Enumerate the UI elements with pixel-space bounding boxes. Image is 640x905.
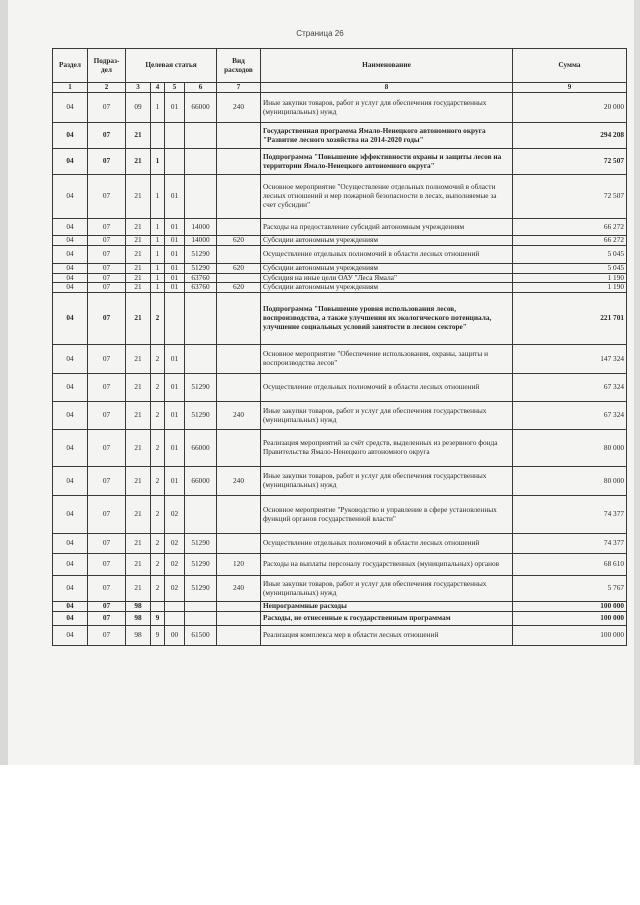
cell-name: Осуществление отдельных полномочий в области лесных отношений (261, 534, 513, 554)
table-row (53, 576, 627, 602)
cell-name: Реализация комплекса мер в области лесных отношений (261, 625, 513, 645)
cell-program: 21 (126, 293, 151, 345)
cell-sum: 66 272 (513, 219, 627, 236)
cell-subprogram: 1 (151, 263, 165, 273)
page-label: Страница 26 (296, 29, 344, 38)
table-row (53, 496, 627, 534)
cell-razdel: 04 (53, 345, 88, 374)
cell-event: 00 (165, 625, 185, 645)
cell-razdel: 04 (53, 402, 88, 430)
table-row (53, 554, 627, 576)
cell-sum: 20 000 (513, 93, 627, 123)
cell-program: 21 (126, 430, 151, 467)
cell-name: Иные закупки товаров, работ и услуг для обеспечения государственных (муниципальных) нужд (261, 576, 513, 602)
header-razdel: Раздел (53, 49, 88, 83)
table-row (53, 283, 627, 293)
table-row (53, 219, 627, 236)
cell-podrazdel: 07 (88, 283, 126, 293)
cell-name: Расходы на предоставление субсидий автономным учреждениям (261, 219, 513, 236)
cell-vid-raskhodov (217, 273, 261, 283)
cell-program: 21 (126, 374, 151, 402)
cell-direction: 14000 (185, 219, 217, 236)
cell-subprogram: 9 (151, 625, 165, 645)
cell-direction: 14000 (185, 236, 217, 246)
cell-razdel: 04 (53, 273, 88, 283)
cell-name: Основное мероприятие "Обеспечение использования, охраны, защиты и воспроизводства лесов" (261, 345, 513, 374)
cell-name: Иные закупки товаров, работ и услуг для обеспечения государственных (муниципальных) нужд (261, 93, 513, 123)
column-number: 4 (151, 83, 165, 93)
cell-event: 01 (165, 175, 185, 219)
cell-vid-raskhodov (217, 496, 261, 534)
cell-direction: 63760 (185, 283, 217, 293)
cell-direction: 51290 (185, 263, 217, 273)
cell-program: 21 (126, 345, 151, 374)
cell-podrazdel: 07 (88, 263, 126, 273)
cell-event: 02 (165, 554, 185, 576)
cell-event: 01 (165, 273, 185, 283)
cell-sum: 221 701 (513, 293, 627, 345)
cell-sum: 5 045 (513, 263, 627, 273)
cell-name: Субсидии автономным учреждениям (261, 236, 513, 246)
cell-name: Непрограммные расходы (261, 602, 513, 612)
cell-program: 21 (126, 273, 151, 283)
cell-podrazdel: 07 (88, 602, 126, 612)
cell-event: 01 (165, 219, 185, 236)
cell-program: 21 (126, 402, 151, 430)
cell-subprogram: 2 (151, 554, 165, 576)
cell-razdel: 04 (53, 611, 88, 625)
cell-podrazdel: 07 (88, 534, 126, 554)
cell-subprogram: 2 (151, 576, 165, 602)
cell-name: Подпрограмма "Повышение эффективности охраны и защиты лесов на территории Ямало-Ненецкого автономного округа" (261, 149, 513, 175)
cell-vid-raskhodov (217, 149, 261, 175)
cell-razdel: 04 (53, 219, 88, 236)
header-row (53, 49, 627, 83)
cell-program: 21 (126, 149, 151, 175)
table-row (53, 236, 627, 246)
cell-program: 98 (126, 625, 151, 645)
cell-name: Субсидии автономным учреждениям (261, 263, 513, 273)
cell-podrazdel: 07 (88, 93, 126, 123)
cell-event (165, 611, 185, 625)
cell-subprogram: 1 (151, 283, 165, 293)
cell-program: 21 (126, 123, 151, 149)
cell-program: 21 (126, 219, 151, 236)
header-summa: Сумма (513, 49, 627, 83)
cell-podrazdel: 07 (88, 576, 126, 602)
cell-subprogram: 1 (151, 236, 165, 246)
cell-name: Субсидия на иные цели ОАУ "Леса Ямала" (261, 273, 513, 283)
cell-podrazdel: 07 (88, 123, 126, 149)
cell-vid-raskhodov: 120 (217, 554, 261, 576)
cell-direction (185, 123, 217, 149)
cell-vid-raskhodov: 620 (217, 236, 261, 246)
cell-subprogram: 2 (151, 293, 165, 345)
cell-direction: 66000 (185, 430, 217, 467)
cell-vid-raskhodov: 620 (217, 283, 261, 293)
table-row (53, 293, 627, 345)
cell-razdel: 04 (53, 430, 88, 467)
cell-program: 21 (126, 283, 151, 293)
cell-subprogram: 2 (151, 496, 165, 534)
column-number: 5 (165, 83, 185, 93)
table-row (53, 273, 627, 283)
cell-name: Расходы, не отнесенные к государственным программам (261, 611, 513, 625)
cell-direction (185, 293, 217, 345)
cell-sum: 74 377 (513, 496, 627, 534)
cell-vid-raskhodov (217, 175, 261, 219)
cell-podrazdel: 07 (88, 273, 126, 283)
cell-razdel: 04 (53, 602, 88, 612)
cell-podrazdel: 07 (88, 293, 126, 345)
cell-name: Основное мероприятие "Руководство и управление в сфере установленных функций органов государственной власти" (261, 496, 513, 534)
cell-event: 01 (165, 374, 185, 402)
scan-left-edge (0, 0, 8, 765)
cell-direction: 51290 (185, 374, 217, 402)
cell-direction: 63760 (185, 273, 217, 283)
table-row (53, 123, 627, 149)
cell-podrazdel: 07 (88, 149, 126, 175)
table-row (53, 467, 627, 496)
cell-sum: 100 000 (513, 625, 627, 645)
cell-name: Иные закупки товаров, работ и услуг для обеспечения государственных (муниципальных) нужд (261, 402, 513, 430)
table-row (53, 374, 627, 402)
cell-vid-raskhodov: 240 (217, 576, 261, 602)
cell-subprogram: 1 (151, 219, 165, 236)
cell-razdel: 04 (53, 496, 88, 534)
cell-podrazdel: 07 (88, 467, 126, 496)
cell-razdel: 04 (53, 283, 88, 293)
cell-name: Основное мероприятие "Осуществление отдельных полномочий в области лесных отношений и мер пожарной безопасности в лесах, выполняемые за счет субсидии" (261, 175, 513, 219)
cell-direction (185, 611, 217, 625)
cell-subprogram: 1 (151, 245, 165, 263)
budget-table (52, 48, 627, 646)
table-row (53, 345, 627, 374)
cell-razdel: 04 (53, 534, 88, 554)
cell-razdel: 04 (53, 245, 88, 263)
cell-direction: 51290 (185, 402, 217, 430)
cell-razdel: 04 (53, 123, 88, 149)
cell-program: 98 (126, 611, 151, 625)
table-row (53, 534, 627, 554)
cell-event: 01 (165, 467, 185, 496)
cell-subprogram (151, 123, 165, 149)
cell-event: 01 (165, 283, 185, 293)
cell-sum: 66 272 (513, 236, 627, 246)
table-row (53, 402, 627, 430)
cell-event: 01 (165, 245, 185, 263)
cell-vid-raskhodov (217, 374, 261, 402)
cell-vid-raskhodov: 240 (217, 467, 261, 496)
cell-program: 09 (126, 93, 151, 123)
cell-subprogram: 2 (151, 467, 165, 496)
cell-sum: 100 000 (513, 602, 627, 612)
cell-program: 21 (126, 534, 151, 554)
cell-podrazdel: 07 (88, 245, 126, 263)
scan-right-edge (634, 0, 640, 765)
cell-subprogram: 1 (151, 175, 165, 219)
cell-razdel: 04 (53, 374, 88, 402)
cell-podrazdel: 07 (88, 496, 126, 534)
cell-podrazdel: 07 (88, 345, 126, 374)
cell-program: 98 (126, 602, 151, 612)
cell-direction (185, 175, 217, 219)
cell-subprogram: 2 (151, 402, 165, 430)
column-number: 7 (217, 83, 261, 93)
column-number: 3 (126, 83, 151, 93)
cell-sum: 68 610 (513, 554, 627, 576)
cell-sum: 74 377 (513, 534, 627, 554)
cell-subprogram: 2 (151, 374, 165, 402)
table-row (53, 611, 627, 625)
cell-razdel: 04 (53, 93, 88, 123)
cell-name: Осуществление отдельных полномочий в области лесных отношений (261, 374, 513, 402)
column-number: 8 (261, 83, 513, 93)
cell-subprogram: 2 (151, 345, 165, 374)
cell-subprogram: 1 (151, 149, 165, 175)
cell-name: Субсидии автономным учреждениям (261, 283, 513, 293)
cell-vid-raskhodov (217, 219, 261, 236)
cell-direction: 51290 (185, 534, 217, 554)
cell-program: 21 (126, 263, 151, 273)
column-number-row (53, 83, 627, 93)
cell-sum: 80 000 (513, 430, 627, 467)
table-row (53, 175, 627, 219)
cell-direction (185, 496, 217, 534)
cell-event: 01 (165, 345, 185, 374)
cell-vid-raskhodov (217, 602, 261, 612)
table-row (53, 602, 627, 612)
cell-program: 21 (126, 236, 151, 246)
cell-vid-raskhodov (217, 534, 261, 554)
cell-event: 02 (165, 496, 185, 534)
cell-sum: 80 000 (513, 467, 627, 496)
cell-sum: 72 507 (513, 175, 627, 219)
table-row (53, 625, 627, 645)
cell-sum: 1 190 (513, 273, 627, 283)
column-number: 6 (185, 83, 217, 93)
cell-podrazdel: 07 (88, 554, 126, 576)
header-naimenovanie: Наименование (261, 49, 513, 83)
cell-razdel: 04 (53, 263, 88, 273)
cell-event: 01 (165, 263, 185, 273)
cell-program: 21 (126, 245, 151, 263)
cell-razdel: 04 (53, 149, 88, 175)
table-row (53, 93, 627, 123)
cell-vid-raskhodov (217, 245, 261, 263)
cell-vid-raskhodov: 620 (217, 263, 261, 273)
cell-event: 02 (165, 576, 185, 602)
cell-event: 01 (165, 236, 185, 246)
cell-direction: 51290 (185, 554, 217, 576)
cell-event: 02 (165, 534, 185, 554)
table-row (53, 245, 627, 263)
cell-subprogram: 9 (151, 611, 165, 625)
cell-razdel: 04 (53, 625, 88, 645)
cell-event (165, 293, 185, 345)
header-podrazdel: Подраз-дел (88, 49, 126, 83)
table-row (53, 430, 627, 467)
cell-sum: 294 208 (513, 123, 627, 149)
table-row (53, 149, 627, 175)
cell-direction (185, 602, 217, 612)
cell-podrazdel: 07 (88, 374, 126, 402)
cell-podrazdel: 07 (88, 402, 126, 430)
cell-event (165, 123, 185, 149)
cell-podrazdel: 07 (88, 611, 126, 625)
cell-direction: 61500 (185, 625, 217, 645)
cell-podrazdel: 07 (88, 219, 126, 236)
cell-subprogram: 1 (151, 93, 165, 123)
cell-razdel: 04 (53, 293, 88, 345)
cell-name: Осуществление отдельных полномочий в области лесных отношений (261, 245, 513, 263)
cell-vid-raskhodov: 240 (217, 402, 261, 430)
cell-event: 01 (165, 402, 185, 430)
column-number: 2 (88, 83, 126, 93)
cell-program: 21 (126, 496, 151, 534)
cell-event (165, 149, 185, 175)
cell-subprogram: 2 (151, 534, 165, 554)
column-number: 9 (513, 83, 627, 93)
header-vid-raskhodov: Вид расходов (217, 49, 261, 83)
cell-event: 01 (165, 93, 185, 123)
cell-podrazdel: 07 (88, 175, 126, 219)
cell-razdel: 04 (53, 175, 88, 219)
cell-vid-raskhodov (217, 611, 261, 625)
cell-vid-raskhodov (217, 625, 261, 645)
table-row (53, 263, 627, 273)
cell-podrazdel: 07 (88, 236, 126, 246)
cell-direction: 51290 (185, 576, 217, 602)
cell-razdel: 04 (53, 236, 88, 246)
cell-vid-raskhodov (217, 293, 261, 345)
cell-direction (185, 149, 217, 175)
cell-razdel: 04 (53, 554, 88, 576)
header-celevaya-statya: Целевая статья (126, 49, 217, 83)
cell-program: 21 (126, 467, 151, 496)
cell-podrazdel: 07 (88, 625, 126, 645)
cell-event (165, 602, 185, 612)
cell-razdel: 04 (53, 467, 88, 496)
cell-vid-raskhodov (217, 430, 261, 467)
cell-name: Подпрограмма "Повышение уровня использования лесов, воспроизводства, а также улучшения их экологического потенциала, улучшение социальных условий занятости в лесном секторе" (261, 293, 513, 345)
table-body (53, 93, 627, 646)
cell-name: Иные закупки товаров, работ и услуг для обеспечения государственных (муниципальных) нужд (261, 467, 513, 496)
cell-subprogram: 1 (151, 273, 165, 283)
cell-sum: 67 324 (513, 374, 627, 402)
cell-subprogram (151, 602, 165, 612)
cell-sum: 5 045 (513, 245, 627, 263)
cell-event: 01 (165, 430, 185, 467)
cell-direction: 66000 (185, 93, 217, 123)
cell-sum: 72 507 (513, 149, 627, 175)
cell-sum: 67 324 (513, 402, 627, 430)
column-number: 1 (53, 83, 88, 93)
cell-podrazdel: 07 (88, 430, 126, 467)
cell-program: 21 (126, 576, 151, 602)
cell-vid-raskhodov: 240 (217, 93, 261, 123)
cell-sum: 100 000 (513, 611, 627, 625)
cell-subprogram: 2 (151, 430, 165, 467)
cell-program: 21 (126, 554, 151, 576)
cell-name: Реализация мероприятий за счёт средств, выделенных из резервного фонда Правительства Ямало-Ненецкого автономного округа (261, 430, 513, 467)
cell-vid-raskhodov (217, 123, 261, 149)
cell-direction: 51290 (185, 245, 217, 263)
cell-sum: 1 190 (513, 283, 627, 293)
cell-razdel: 04 (53, 576, 88, 602)
cell-sum: 147 324 (513, 345, 627, 374)
cell-name: Государственная программа Ямало-Ненецкого автономного округа "Развитие лесного хозяйства на 2014-2020 годы" (261, 123, 513, 149)
cell-direction: 66000 (185, 467, 217, 496)
cell-program: 21 (126, 175, 151, 219)
cell-direction (185, 345, 217, 374)
cell-name: Расходы на выплаты персоналу государственных (муниципальных) органов (261, 554, 513, 576)
cell-sum: 5 767 (513, 576, 627, 602)
cell-vid-raskhodov (217, 345, 261, 374)
